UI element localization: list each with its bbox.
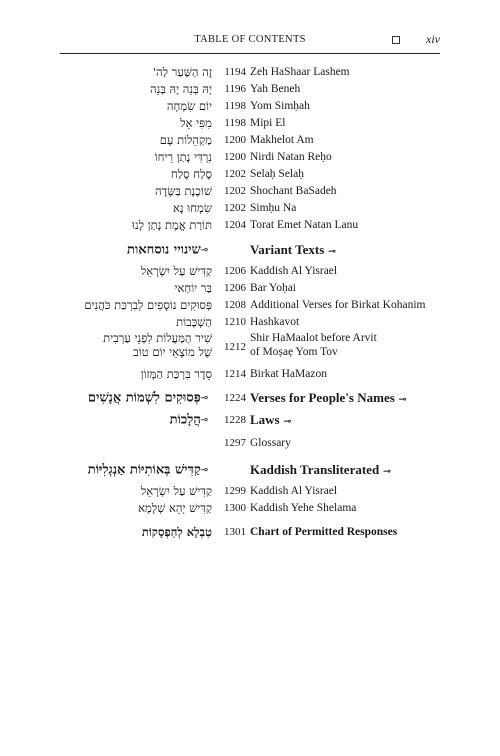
toc-entry[interactable] bbox=[0, 115, 500, 133]
section-heading-kaddish-transliterated[interactable] bbox=[0, 462, 500, 480]
ornament-flourish-icon: ⟜ bbox=[200, 415, 208, 425]
entry-hebrew: קַדִּישׁ יְהֵא שְׁלָמָא bbox=[138, 501, 212, 515]
ornament-flourish-icon: ⟜ bbox=[200, 245, 208, 255]
section-heading-verses-names[interactable] bbox=[0, 390, 500, 408]
entry-page: 1301 bbox=[224, 526, 246, 538]
section-hebrew: ⟜הֲלָכוֹת bbox=[169, 412, 208, 428]
toc-entry[interactable] bbox=[0, 366, 500, 384]
ornament-flourish-icon: ⊸ bbox=[398, 394, 407, 405]
entry-page: 1210 bbox=[224, 316, 246, 328]
entry-page: 1297 bbox=[224, 437, 246, 449]
entry-english: Zeh HaShaar Lashem bbox=[250, 66, 350, 78]
entry-page: 1212 bbox=[224, 341, 246, 353]
entry-english: Additional Verses for Birkat Kohanim bbox=[250, 299, 426, 311]
entry-page: 1196 bbox=[224, 83, 246, 95]
toc-entry[interactable] bbox=[0, 314, 500, 332]
entry-page: 1194 bbox=[224, 66, 246, 78]
entry-english: Kaddish Yehe Shelama bbox=[250, 502, 357, 514]
entry-hebrew: בַּר יוֹחַאי bbox=[174, 281, 212, 295]
entry-hebrew: הַשְׁכָּבוֹת bbox=[176, 315, 212, 329]
entry-english: Birkat HaMazon bbox=[250, 368, 327, 380]
toc-entry[interactable] bbox=[0, 297, 500, 315]
entry-hebrew: שִׂמְחוּ נָא bbox=[172, 201, 212, 215]
entry-hebrew: קַדִּישׁ עַל יִשְׂרָאֵל bbox=[140, 484, 212, 498]
entry-english: Mipi El bbox=[250, 117, 286, 129]
toc-entry[interactable] bbox=[0, 166, 500, 184]
ornament-flourish-icon: ⊸ bbox=[328, 246, 336, 257]
ornament-flourish-icon: ⊸ bbox=[283, 416, 292, 427]
toc-entry[interactable] bbox=[0, 149, 500, 167]
entry-hebrew: יָהּ בְּנֵה יָהּ בְּנֵה bbox=[149, 82, 212, 96]
entry-hebrew: זֶה הַשַּׁעַר לַה' bbox=[152, 65, 212, 79]
entry-page: 1208 bbox=[224, 299, 246, 311]
entry-page: 1300 bbox=[224, 502, 246, 514]
entry-hebrew: מִפִּי אֵל bbox=[180, 116, 212, 130]
toc-entry[interactable] bbox=[0, 98, 500, 116]
entry-english: Nirdi Natan Reḥo bbox=[250, 151, 332, 163]
section-english: Kaddish Transliterated ⊸ bbox=[250, 462, 391, 479]
entry-hebrew: תּוֹרַת אֱמֶת נָתַן לָנוּ bbox=[131, 218, 212, 232]
entry-english: Yah Beneh bbox=[250, 83, 301, 95]
toc-entry[interactable] bbox=[0, 263, 500, 281]
entry-hebrew: שׁוֹכֶנֶת בַּשָּׂדֶה bbox=[155, 184, 212, 198]
section-hebrew: ⟜שינויי נוסחאות bbox=[127, 242, 208, 258]
entry-page: 1206 bbox=[224, 282, 246, 294]
entry-hebrew: סֵדֶר בִּרְכַּת הַמָּזוֹן bbox=[140, 367, 212, 381]
entry-english: Shochant BaSadeh bbox=[250, 185, 337, 197]
ornament-flourish-icon: ⟜ bbox=[200, 393, 208, 403]
entry-hebrew: סֶלַח סֶלַח bbox=[170, 167, 212, 181]
entry-page: 1202 bbox=[224, 185, 246, 197]
toc-entry-glossary[interactable] bbox=[0, 435, 500, 453]
toc-entry[interactable] bbox=[0, 483, 500, 501]
ornament-flourish-icon: ⊸ bbox=[383, 466, 391, 477]
ornament-flourish-icon: ⟜ bbox=[200, 465, 208, 475]
section-hebrew: ⟜קַדִּישׁ בְּאוֹתִיּוֹת אַנְגְלִיּוֹת bbox=[87, 462, 208, 478]
header-title: TABLE OF CONTENTS bbox=[194, 34, 306, 45]
entry-page: 1224 bbox=[224, 392, 246, 404]
entry-english: Glossary bbox=[250, 437, 291, 449]
section-heading-variant-texts[interactable] bbox=[0, 242, 500, 260]
toc-entry[interactable] bbox=[0, 64, 500, 82]
entry-page: 1206 bbox=[224, 265, 246, 277]
entry-page: 1202 bbox=[224, 202, 246, 214]
header-rule bbox=[60, 53, 440, 54]
entry-hebrew: מַקְהֵלוֹת עָם bbox=[159, 133, 212, 147]
entry-page: 1198 bbox=[224, 100, 246, 112]
entry-page: 1228 bbox=[224, 414, 246, 426]
toc-entry[interactable] bbox=[0, 280, 500, 298]
entry-english: Torat Emet Natan Lanu bbox=[250, 219, 359, 231]
entry-english: Hashkavot bbox=[250, 316, 300, 328]
entry-english: Selaḥ Selaḥ bbox=[250, 168, 304, 180]
entry-page: 1204 bbox=[224, 219, 246, 231]
toc-entry[interactable] bbox=[0, 331, 500, 363]
section-english: Variant Texts ⊸ bbox=[250, 242, 336, 259]
entry-english: Kaddish Al Yisrael bbox=[250, 265, 338, 277]
toc-entry[interactable] bbox=[0, 200, 500, 218]
toc-entry[interactable] bbox=[0, 500, 500, 518]
entry-page: 1214 bbox=[224, 368, 246, 380]
toc-entry[interactable] bbox=[0, 132, 500, 150]
entry-english: Makhelot Am bbox=[250, 134, 314, 146]
entry-english: Chart of Permitted Responses bbox=[250, 526, 398, 538]
entry-page: 1198 bbox=[224, 117, 246, 129]
entry-hebrew: נִרְדִּי נָתַן רֵיחוֹ bbox=[154, 150, 212, 164]
square-outline-icon bbox=[392, 36, 400, 44]
entry-english: Yom Simḥah bbox=[250, 100, 310, 112]
toc-entry[interactable] bbox=[0, 217, 500, 235]
toc-entry-chart-permitted[interactable] bbox=[0, 524, 500, 542]
entry-page: 1200 bbox=[224, 134, 246, 146]
entry-english: Bar Yoḥai bbox=[250, 282, 297, 294]
entry-page: 1299 bbox=[224, 485, 246, 497]
entry-english: Shir HaMaalot before Arvit of Moṣaẹ Yom Tov bbox=[250, 332, 377, 358]
entry-english: Kaddish Al Yisrael bbox=[250, 485, 338, 497]
entry-hebrew: טַבְלָא לְהַפְסָקוֹת bbox=[141, 525, 212, 539]
toc-entry[interactable] bbox=[0, 81, 500, 99]
section-heading-laws[interactable] bbox=[0, 412, 500, 430]
entry-english: Simḥu Na bbox=[250, 202, 297, 214]
toc-entry[interactable] bbox=[0, 183, 500, 201]
section-english: Laws ⊸ bbox=[250, 412, 291, 429]
section-hebrew: ⟜פְּסוּקִים לִשְׁמוֹת אֲנָשִׁים bbox=[87, 390, 208, 406]
header-page-number: xiv bbox=[426, 32, 440, 46]
entry-page: 1200 bbox=[224, 151, 246, 163]
section-english: Verses for People's Names ⊸ bbox=[250, 390, 406, 407]
entry-hebrew: קַדִּישׁ עַל יִשְׂרָאֵל bbox=[140, 264, 212, 278]
entry-hebrew: שִׁיר הַמַּעֲלוֹת לִפְנֵי עַרְבִית שֶׁל מוֹצָאֵי יוֹם טוֹב bbox=[103, 331, 212, 359]
running-header bbox=[60, 28, 440, 50]
entry-page: 1202 bbox=[224, 168, 246, 180]
entry-hebrew: יוֹם שִׂמְחָה bbox=[166, 99, 212, 113]
entry-hebrew: פְּסוּקִים נוֹסָפִים לְבִרְכַּת כֹּהֲנִים bbox=[84, 298, 212, 312]
